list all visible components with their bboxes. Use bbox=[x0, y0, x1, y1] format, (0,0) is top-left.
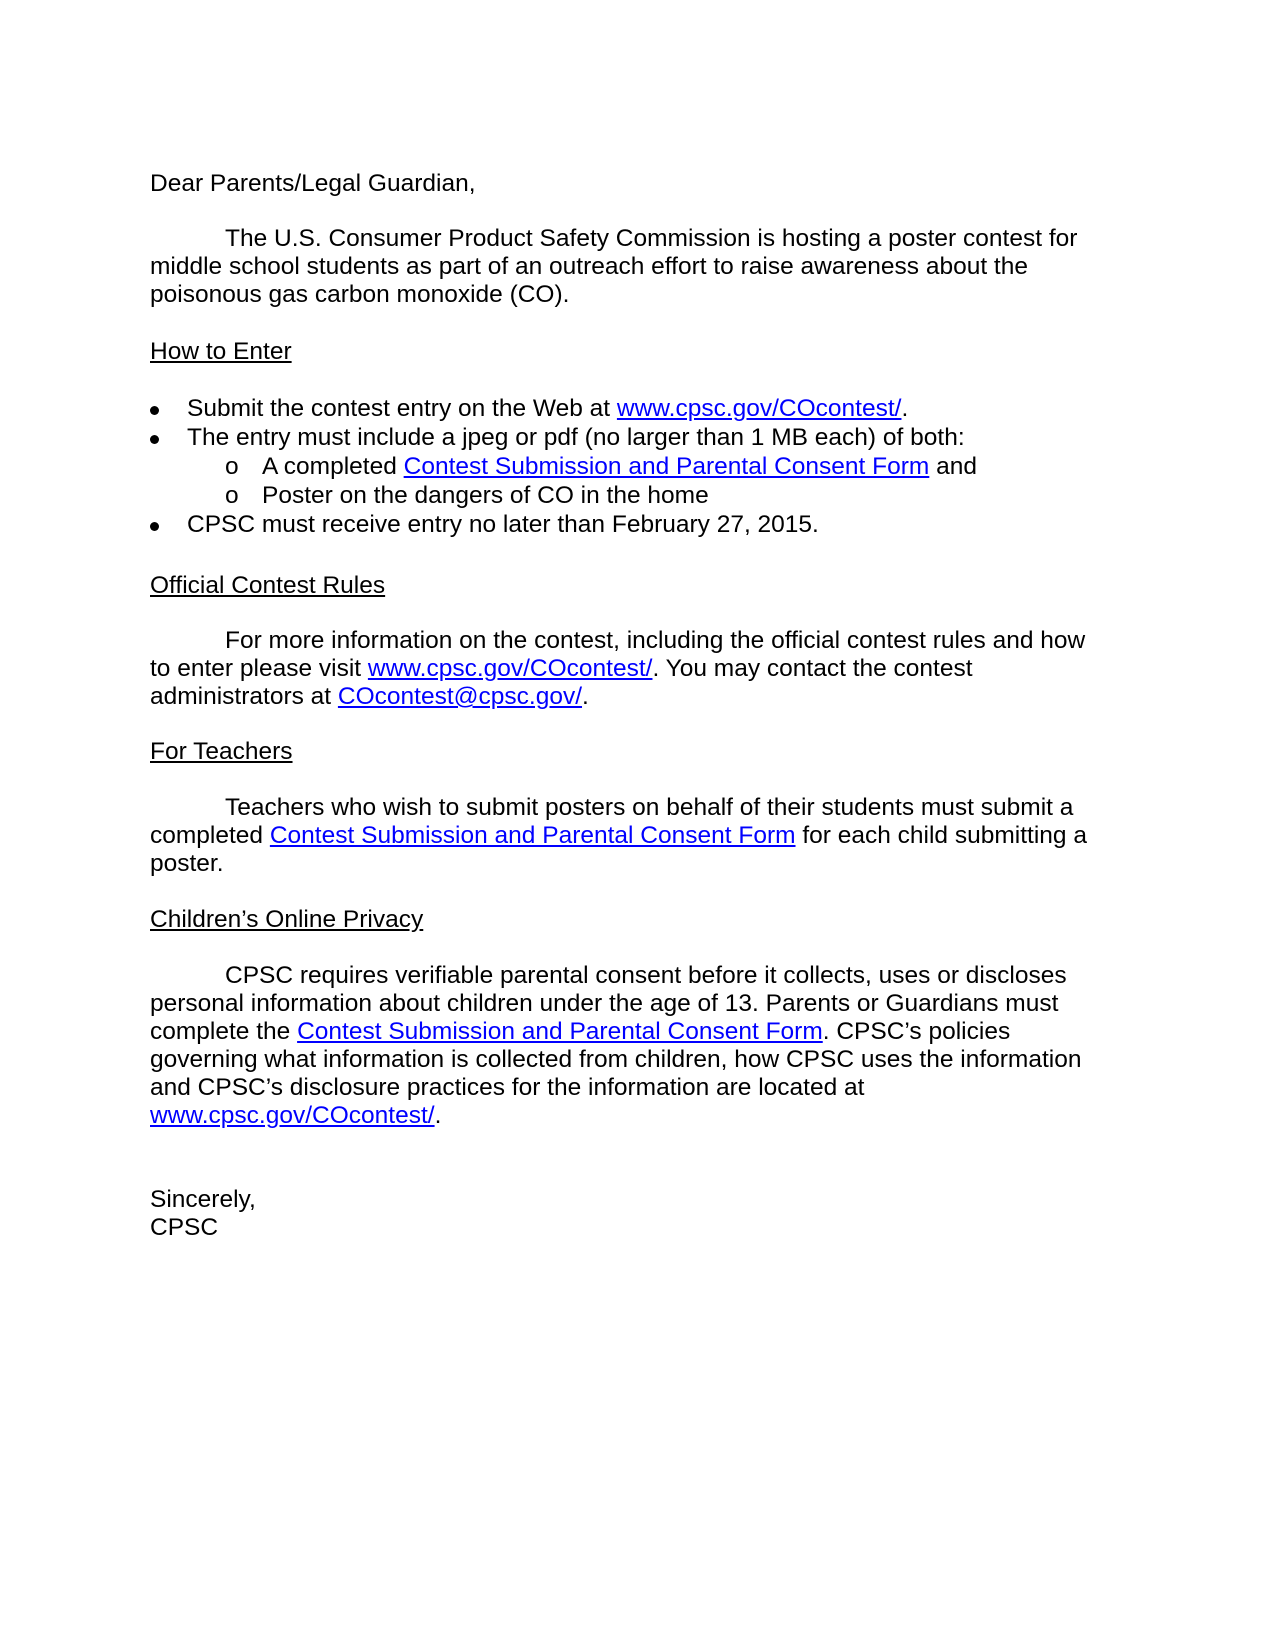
privacy-line-2: personal information about children under the age of 13. Parents or Guardians must bbox=[150, 990, 1059, 1017]
teachers-line-1: Teachers who wish to submit posters on behalf of their students must submit a bbox=[225, 794, 1074, 821]
privacy-heading: Children’s Online Privacy bbox=[150, 906, 424, 933]
privacy-line-3-post: . CPSC’s policies bbox=[822, 1018, 1011, 1045]
intro-line-2: middle school students as part of an outreach effort to raise awareness about the bbox=[150, 253, 1028, 280]
bullet-deadline-text: CPSC must receive entry no later than February 27, 2015. bbox=[187, 511, 819, 538]
teachers-heading: For Teachers bbox=[150, 738, 293, 765]
privacy-line-5: and CPSC’s disclosure practices for the information are located at bbox=[150, 1074, 865, 1101]
bullet-icon bbox=[150, 435, 159, 444]
rules-line-3-pre: administrators at bbox=[150, 683, 338, 710]
how-to-enter-heading: How to Enter bbox=[150, 338, 292, 365]
bullet-icon bbox=[150, 522, 159, 531]
privacy-line-6 bbox=[150, 1102, 441, 1131]
intro-line-3: poisonous gas carbon monoxide (CO). bbox=[150, 281, 570, 308]
teachers-line-2-pre: completed bbox=[150, 822, 270, 849]
privacy-consent-form-link[interactable]: Contest Submission and Parental Consent Form bbox=[297, 1018, 823, 1045]
contest-url-link[interactable]: www.cpsc.gov/COcontest/ bbox=[616, 395, 902, 422]
sub-poster-text: Poster on the dangers of CO in the home bbox=[262, 482, 709, 509]
privacy-line-3-pre: complete the bbox=[150, 1018, 298, 1045]
privacy-line-1: CPSC requires verifiable parental consent before it collects, uses or discloses bbox=[225, 962, 1067, 989]
rules-line-2-post: . You may contact the contest bbox=[652, 655, 973, 682]
rules-line-1: For more information on the contest, including the official contest rules and how bbox=[225, 627, 1086, 654]
teachers-consent-form-link[interactable]: Contest Submission and Parental Consent Form bbox=[269, 822, 796, 849]
sub-form-text: A completed bbox=[262, 453, 404, 480]
teachers-line-3: poster. bbox=[150, 850, 224, 877]
teachers-line-2 bbox=[150, 822, 1087, 851]
consent-form-link[interactable]: Contest Submission and Parental Consent Form bbox=[403, 453, 930, 480]
privacy-contest-url-link[interactable]: www.cpsc.gov/COcontest/ bbox=[150, 1102, 435, 1129]
bullet-entry-text: The entry must include a jpeg or pdf (no larger than 1 MB each) of both: bbox=[187, 424, 965, 451]
sign-off: Sincerely, bbox=[150, 1186, 256, 1213]
bullet-icon bbox=[150, 406, 159, 415]
privacy-line-3 bbox=[150, 1018, 1010, 1047]
privacy-line-4: governing what information is collected from children, how CPSC uses the information bbox=[150, 1046, 1082, 1073]
intro-line-1: The U.S. Consumer Product Safety Commission is hosting a poster contest for bbox=[225, 225, 1078, 252]
sub-form-end: and bbox=[929, 453, 977, 480]
sub-bullet-marker: o bbox=[225, 482, 239, 509]
privacy-line-6-post: . bbox=[434, 1102, 442, 1129]
contest-email-link[interactable]: COcontest@cpsc.gov/ bbox=[337, 683, 583, 710]
rules-heading: Official Contest Rules bbox=[150, 572, 386, 599]
rules-line-2 bbox=[150, 655, 973, 684]
teachers-line-2-post: for each child submitting a bbox=[795, 822, 1087, 849]
rules-line-3 bbox=[150, 683, 589, 712]
bullet-web-text: Submit the contest entry on the Web at bbox=[187, 395, 617, 422]
rules-line-2-pre: to enter please visit bbox=[150, 655, 368, 682]
signer: CPSC bbox=[150, 1214, 219, 1241]
sub-bullet-marker: o bbox=[225, 453, 239, 480]
rules-line-3-post: . bbox=[582, 683, 589, 710]
bullet-web-end: . bbox=[901, 395, 909, 422]
rules-contest-url-link[interactable]: www.cpsc.gov/COcontest/ bbox=[367, 655, 653, 682]
greeting: Dear Parents/Legal Guardian, bbox=[150, 170, 476, 197]
